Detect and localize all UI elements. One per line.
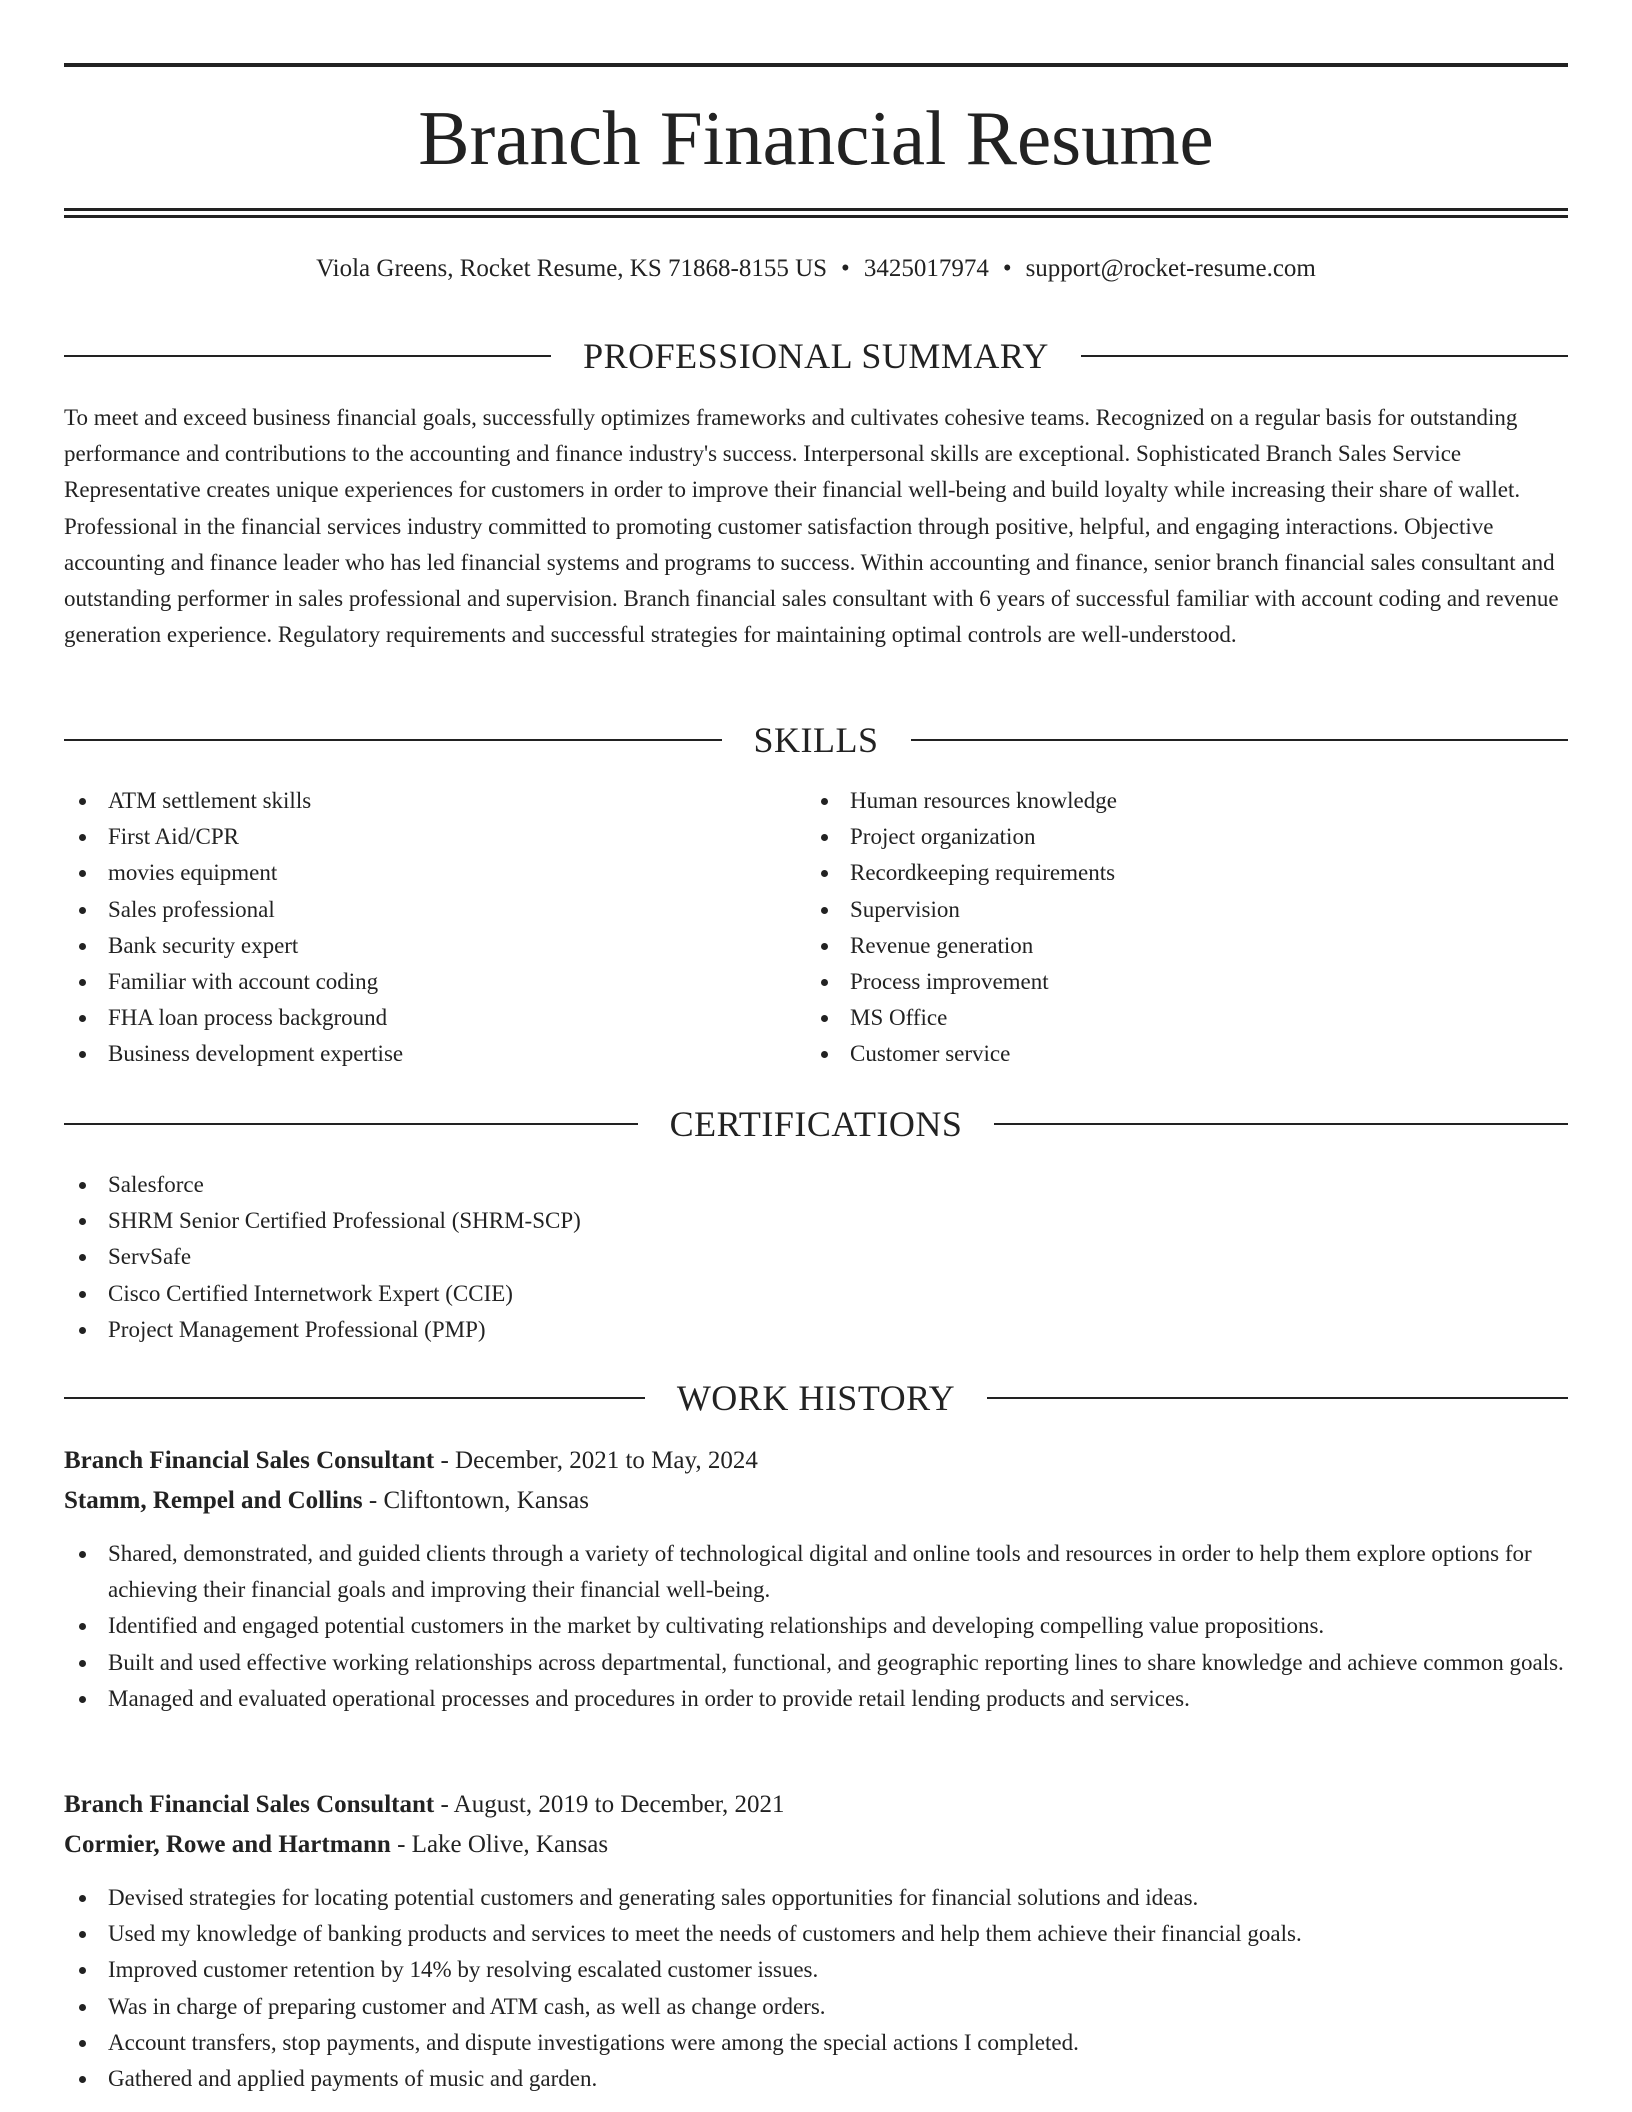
certifications-list [64, 1167, 1568, 1348]
work-history-heading [64, 1378, 1568, 1418]
job-title: Branch Financial Sales Consultant [64, 1791, 435, 1818]
job-bullet: Built and used effective working relationships across departmental, functional, and geographic reporting lines to share knowledge and achieve common goals. [64, 1645, 1568, 1681]
job-bullet: Account transfers, stop payments, and dispute investigations were among the special actions I completed. [64, 2025, 1568, 2061]
job-bullet: Used my knowledge of banking products and services to meet the needs of customers and help them achieve their financial goals. [64, 1916, 1568, 1952]
skill-item: Recordkeeping requirements [806, 855, 1546, 891]
job-company: Stamm, Rempel and Collins [64, 1487, 363, 1514]
job-location: - Lake Olive, Kansas [390, 1831, 609, 1858]
divider-line [987, 1397, 1568, 1399]
section-title: CERTIFICATIONS [669, 1104, 963, 1144]
skill-item: Business development expertise [64, 1036, 804, 1072]
skill-item: movies equipment [64, 855, 804, 891]
skill-item: MS Office [806, 1000, 1546, 1036]
divider-line [911, 739, 1569, 741]
skill-item: FHA loan process background [64, 1000, 804, 1036]
skill-item: Process improvement [806, 964, 1546, 1000]
job-title-line [64, 1443, 1568, 1479]
certification-item: Project Management Professional (PMP) [64, 1312, 1568, 1348]
job-title-line [64, 1787, 1568, 1823]
skill-item: Supervision [806, 892, 1546, 928]
skill-item: Bank security expert [64, 928, 804, 964]
job-company-line [64, 1827, 1568, 1863]
divider-line [1081, 355, 1568, 357]
skills-list-right [806, 783, 1546, 1073]
skill-item: Project organization [806, 819, 1546, 855]
job-bullet: Shared, demonstrated, and guided clients through a variety of technological digital and online tools and resources in order to help them explore options for achieving their financial goals and improving their financial well-being. [64, 1536, 1568, 1608]
contact-email[interactable]: support@rocket-resume.com [1025, 255, 1316, 282]
skill-item: Human resources knowledge [806, 783, 1546, 819]
skill-item: Revenue generation [806, 928, 1546, 964]
divider-line [64, 355, 551, 357]
section-title: SKILLS [753, 720, 879, 760]
skill-item: ATM settlement skills [64, 783, 804, 819]
job-bullets [64, 1536, 1568, 1717]
job-company: Cormier, Rowe and Hartmann [64, 1831, 391, 1858]
skills-heading [64, 720, 1568, 760]
contact-address: Viola Greens, Rocket Resume, KS 71868-8155 US [316, 255, 828, 282]
skill-item: Customer service [806, 1036, 1546, 1072]
skill-item: Sales professional [64, 892, 804, 928]
skill-item: Familiar with account coding [64, 964, 804, 1000]
section-title: PROFESSIONAL SUMMARY [583, 336, 1049, 376]
job-location: - Cliftontown, Kansas [362, 1487, 590, 1514]
job-bullet: Managed and evaluated operational processes and procedures in order to provide retail lending products and services. [64, 1681, 1568, 1717]
job-company-line [64, 1483, 1568, 1519]
contact-line [64, 252, 1568, 286]
job-dates: - August, 2019 to December, 2021 [434, 1791, 785, 1818]
divider-line [64, 1123, 638, 1125]
contact-separator: • [1002, 255, 1012, 282]
summary-heading [64, 336, 1568, 376]
certifications-heading [64, 1104, 1568, 1144]
job-bullet: Identified and engaged potential customers in the market by cultivating relationships and developing compelling value propositions. [64, 1608, 1568, 1644]
job-bullets [64, 1880, 1568, 2097]
divider-line [64, 1397, 645, 1399]
certification-item: Cisco Certified Internetwork Expert (CCIE) [64, 1276, 1568, 1312]
job-dates: - December, 2021 to May, 2024 [434, 1447, 758, 1474]
certification-item: Salesforce [64, 1167, 1568, 1203]
job-title: Branch Financial Sales Consultant [64, 1447, 435, 1474]
summary-text: To meet and exceed business financial goals, successfully optimizes frameworks and cultivates cohesive teams. Recognized on a regular basis for outstanding performance and contributions to the accounting and finance industry's success. Interpersonal skills are exceptional. Sophisticated Branch Sales Service Representative creates unique experiences for customers in order to improve their financial well-being and build loyalty while increasing their share of wallet. Professional in the financial services industry committed to promoting customer satisfaction through positive, helpful, and engaging interactions. Objective accounting and finance leader who has led financial systems and programs to success. Within accounting and finance, senior branch financial sales consultant and outstanding performer in sales professional and supervision. Branch financial sales consultant with 6 years of successful familiar with account coding and revenue generation experience. Regulatory requirements and successful strategies for maintaining optimal controls are well-understood. [64, 405, 1559, 648]
divider-line [994, 1123, 1568, 1125]
skill-item: First Aid/CPR [64, 819, 804, 855]
divider-line [64, 739, 722, 741]
certification-item: SHRM Senior Certified Professional (SHRM-SCP) [64, 1203, 1568, 1239]
job-bullet: Devised strategies for locating potential customers and generating sales opportunities for financial solutions and ideas. [64, 1880, 1568, 1916]
title-double-rule [64, 208, 1568, 218]
resume-title: Branch Financial Resume [418, 95, 1214, 181]
job-bullet: Was in charge of preparing customer and ATM cash, as well as change orders. [64, 1989, 1568, 2025]
section-title: WORK HISTORY [676, 1378, 956, 1418]
job-bullet: Improved customer retention by 14% by resolving escalated customer issues. [64, 1952, 1568, 1988]
contact-phone[interactable]: 3425017974 [863, 255, 989, 282]
certification-item: ServSafe [64, 1239, 1568, 1275]
top-rule [64, 63, 1568, 67]
skills-list-left [64, 783, 804, 1073]
job-bullet: Gathered and applied payments of music and garden. [64, 2061, 1568, 2097]
contact-separator: • [841, 255, 850, 282]
